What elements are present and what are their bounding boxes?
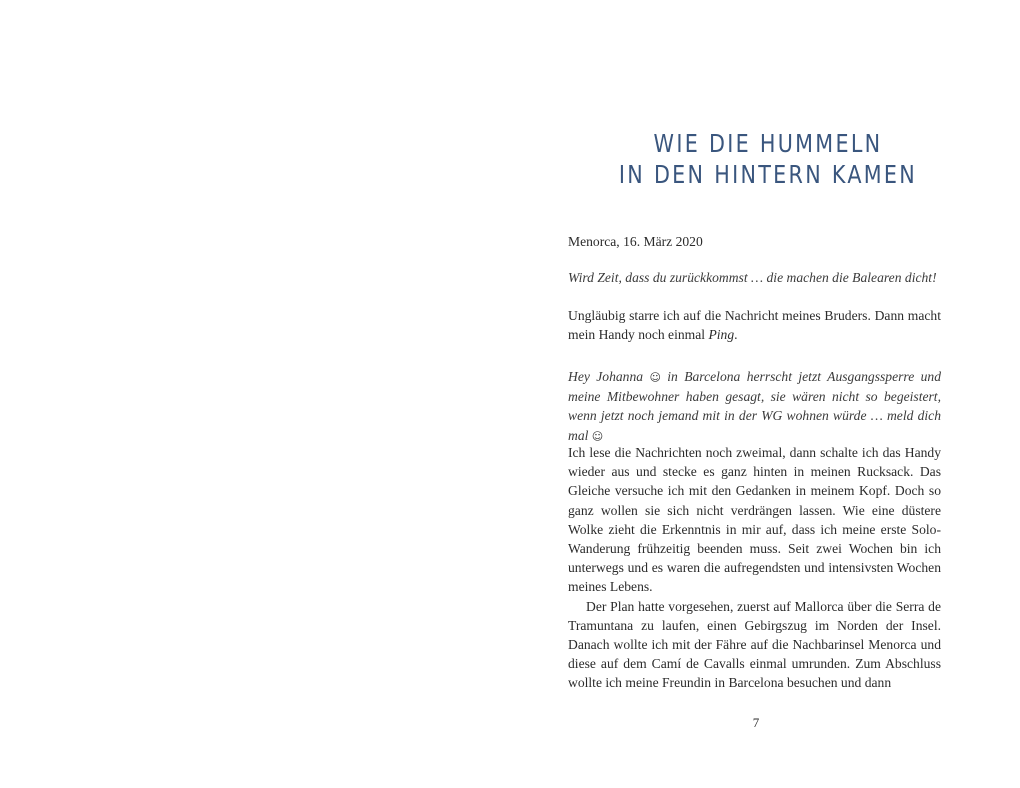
- paragraph-1-text: [568, 306, 941, 344]
- paragraph-3: Der Plan hatte vorgesehen, zuerst auf Mallorca über die Serra de Tramuntana zu laufen, einen Gebirgszug im Norden der Insel. Danach wollte ich mit der Fähre auf die Nachbarinsel Menorca und diese auf dem Camí de Cavalls einmal umrunden. Zum Abschluss wollte ich meine Freundin in Barcelona besuchen und dann: [568, 598, 941, 691]
- paragraph-2: Ich lese die Nachrichten noch zweimal, dann schalte ich das Handy wieder aus und stecke es ganz hinten in meinen Rucksack. Das Gleiche versuche ich mit den Gedanken in meinem Kopf. Doch so ganz wollen sie sich nicht verdrängen lassen. Wie eine düstere Wolke zieht die Erkenntnis in mir auf, dass ich meine erste Solo-Wanderung frühzeitig beenden muss. Seit zwei Wochen bin ich unterwegs und es waren die aufregendsten und intensivsten Wochen meines Lebens.: [568, 445, 941, 595]
- chapter-title-line-2: IN DEN HINTERN KAMEN: [618, 160, 918, 189]
- message-brother: [568, 268, 941, 287]
- message-roommates: [568, 367, 941, 446]
- dateline-text: Menorca, 16. März 2020: [568, 234, 703, 249]
- page-number: 7: [752, 715, 760, 730]
- chapter-title-line-1: WIE DIE HUMMELN: [653, 129, 883, 158]
- message-2-part-2: in Barcelona herrscht jetzt Ausgangssperre und meine Mitbewohner haben gesagt, sie wären nicht so begeistert, wenn jetzt noch jemand mit in der WG wohnen würde … meld dich mal: [568, 369, 941, 443]
- smiley-icon: ☺: [649, 371, 661, 384]
- paragraph-1-after: .: [734, 327, 738, 343]
- smiley-icon: ☺: [591, 429, 604, 443]
- chapter-title: [575, 128, 961, 190]
- paragraph-1: [568, 306, 941, 344]
- paragraph-1-before: Ungläubig starre ich auf die Nachricht meines Bruders. Dann macht mein Handy noch einmal: [568, 308, 941, 343]
- dateline: [568, 232, 941, 251]
- message-roommates-text: [568, 367, 941, 446]
- ping-word: Ping: [708, 327, 735, 343]
- right-page: [510, 0, 1020, 788]
- paragraph-2-block: [568, 443, 941, 693]
- message-2-part-1: Hey Johanna: [568, 369, 650, 384]
- message-brother-text: Wird Zeit, dass du zurückkommst … die machen die Balearen dicht!: [568, 270, 937, 285]
